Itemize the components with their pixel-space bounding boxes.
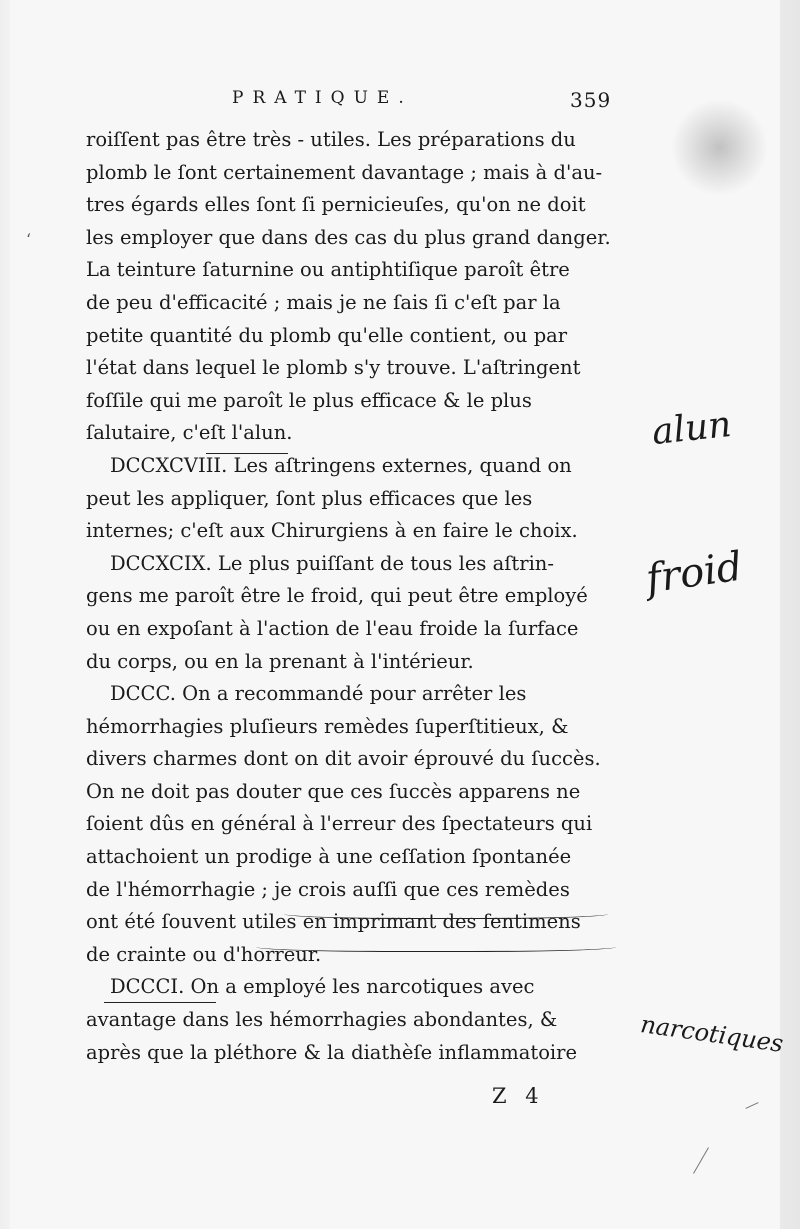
text-line: petite quantité du plomb qu'elle contient, ou par — [86, 323, 568, 347]
text-line: de crainte ou d'horreur. — [86, 942, 322, 966]
text-line: attachoient un prodige à une ceſſation ſpontanée — [86, 845, 572, 869]
text-line: divers charmes dont on dit avoir éprouvé du ſuccès. — [86, 747, 601, 771]
text-line: avantage dans les hémorrhagies abondantes, & — [86, 1008, 558, 1032]
margin-note-narcotiques: narcotiques — [638, 1010, 786, 1058]
text-line: de l'hémorrhagie ; je crois auſſi que ces remèdes — [86, 877, 570, 901]
paragraph-DCCXCVIII: DCCXCVIII. Les aſtringens externes, quand on — [110, 453, 572, 477]
signature-mark: Z 4 — [492, 1084, 545, 1108]
text-line: peut les appliquer, ſont plus efficaces que les — [86, 486, 533, 510]
pencil-mark: ʻ — [26, 230, 32, 249]
text-line: tres égards elles ſont ſi pernicieuſes, qu'on ne doit — [86, 193, 586, 217]
underline-alun — [206, 453, 288, 454]
text-line: ont été ſouvent utiles en imprimant des ſentimens — [86, 910, 581, 934]
text-line: de peu d'efficacité ; mais je ne ſais ſi c'eſt par la — [86, 290, 561, 314]
margin-note-froid: froid — [643, 543, 746, 603]
text-line: On ne doit pas douter que ces ſuccès apparens ne — [86, 779, 581, 803]
page-number: 359 — [570, 88, 612, 112]
text-line: roiſſent pas être très - utiles. Les préparations du — [86, 128, 576, 151]
text-line: internes; c'eſt aux Chirurgiens à en faire le choix. — [86, 519, 578, 543]
text-line: ſoient dûs en général à l'erreur des ſpectateurs qui — [86, 812, 593, 836]
text-line: plomb le ſont certainement davantage ; mais à d'au- — [86, 160, 603, 184]
text-line: ou en expoſant à l'action de l'eau froide la ſurface — [86, 616, 579, 640]
text-line: gens me paroît être le froid, qui peut être employé — [86, 584, 588, 608]
ink-smudge — [672, 100, 767, 195]
text-line: ſalutaire, c'eſt l'alun. — [86, 421, 293, 445]
text-line: foſſile qui me paroît le plus efficace & le plus — [86, 388, 532, 412]
running-title: PRATIQUE. — [232, 88, 413, 108]
paragraph-DCCCI: DCCCI. On a employé les narcotiques avec — [110, 975, 535, 999]
paragraph-DCCXCIX: DCCXCIX. Le plus puiſſant de tous les aſtrin- — [110, 551, 554, 575]
text-line: hémorrhagies pluſieurs remèdes ſuperſtitieux, & — [86, 714, 569, 738]
text-line: l'état dans lequel le plomb s'y trouve. L'aſtringent — [86, 356, 581, 380]
margin-note-alun: alun — [650, 403, 734, 454]
text-line: après que la pléthore & la diathèſe inflammatoire — [86, 1040, 578, 1064]
body-text — [86, 124, 616, 1069]
paragraph-DCCC: DCCC. On a recommandé pour arrêter les — [110, 682, 527, 706]
text-line: La teinture ſaturnine ou antiphtiſique paroît être — [86, 258, 570, 282]
text-line: les employer que dans des cas du plus grand danger. — [86, 225, 611, 249]
strikethrough-DCCCI — [104, 1002, 216, 1003]
text-line: du corps, ou en la prenant à l'intérieur. — [86, 649, 474, 673]
